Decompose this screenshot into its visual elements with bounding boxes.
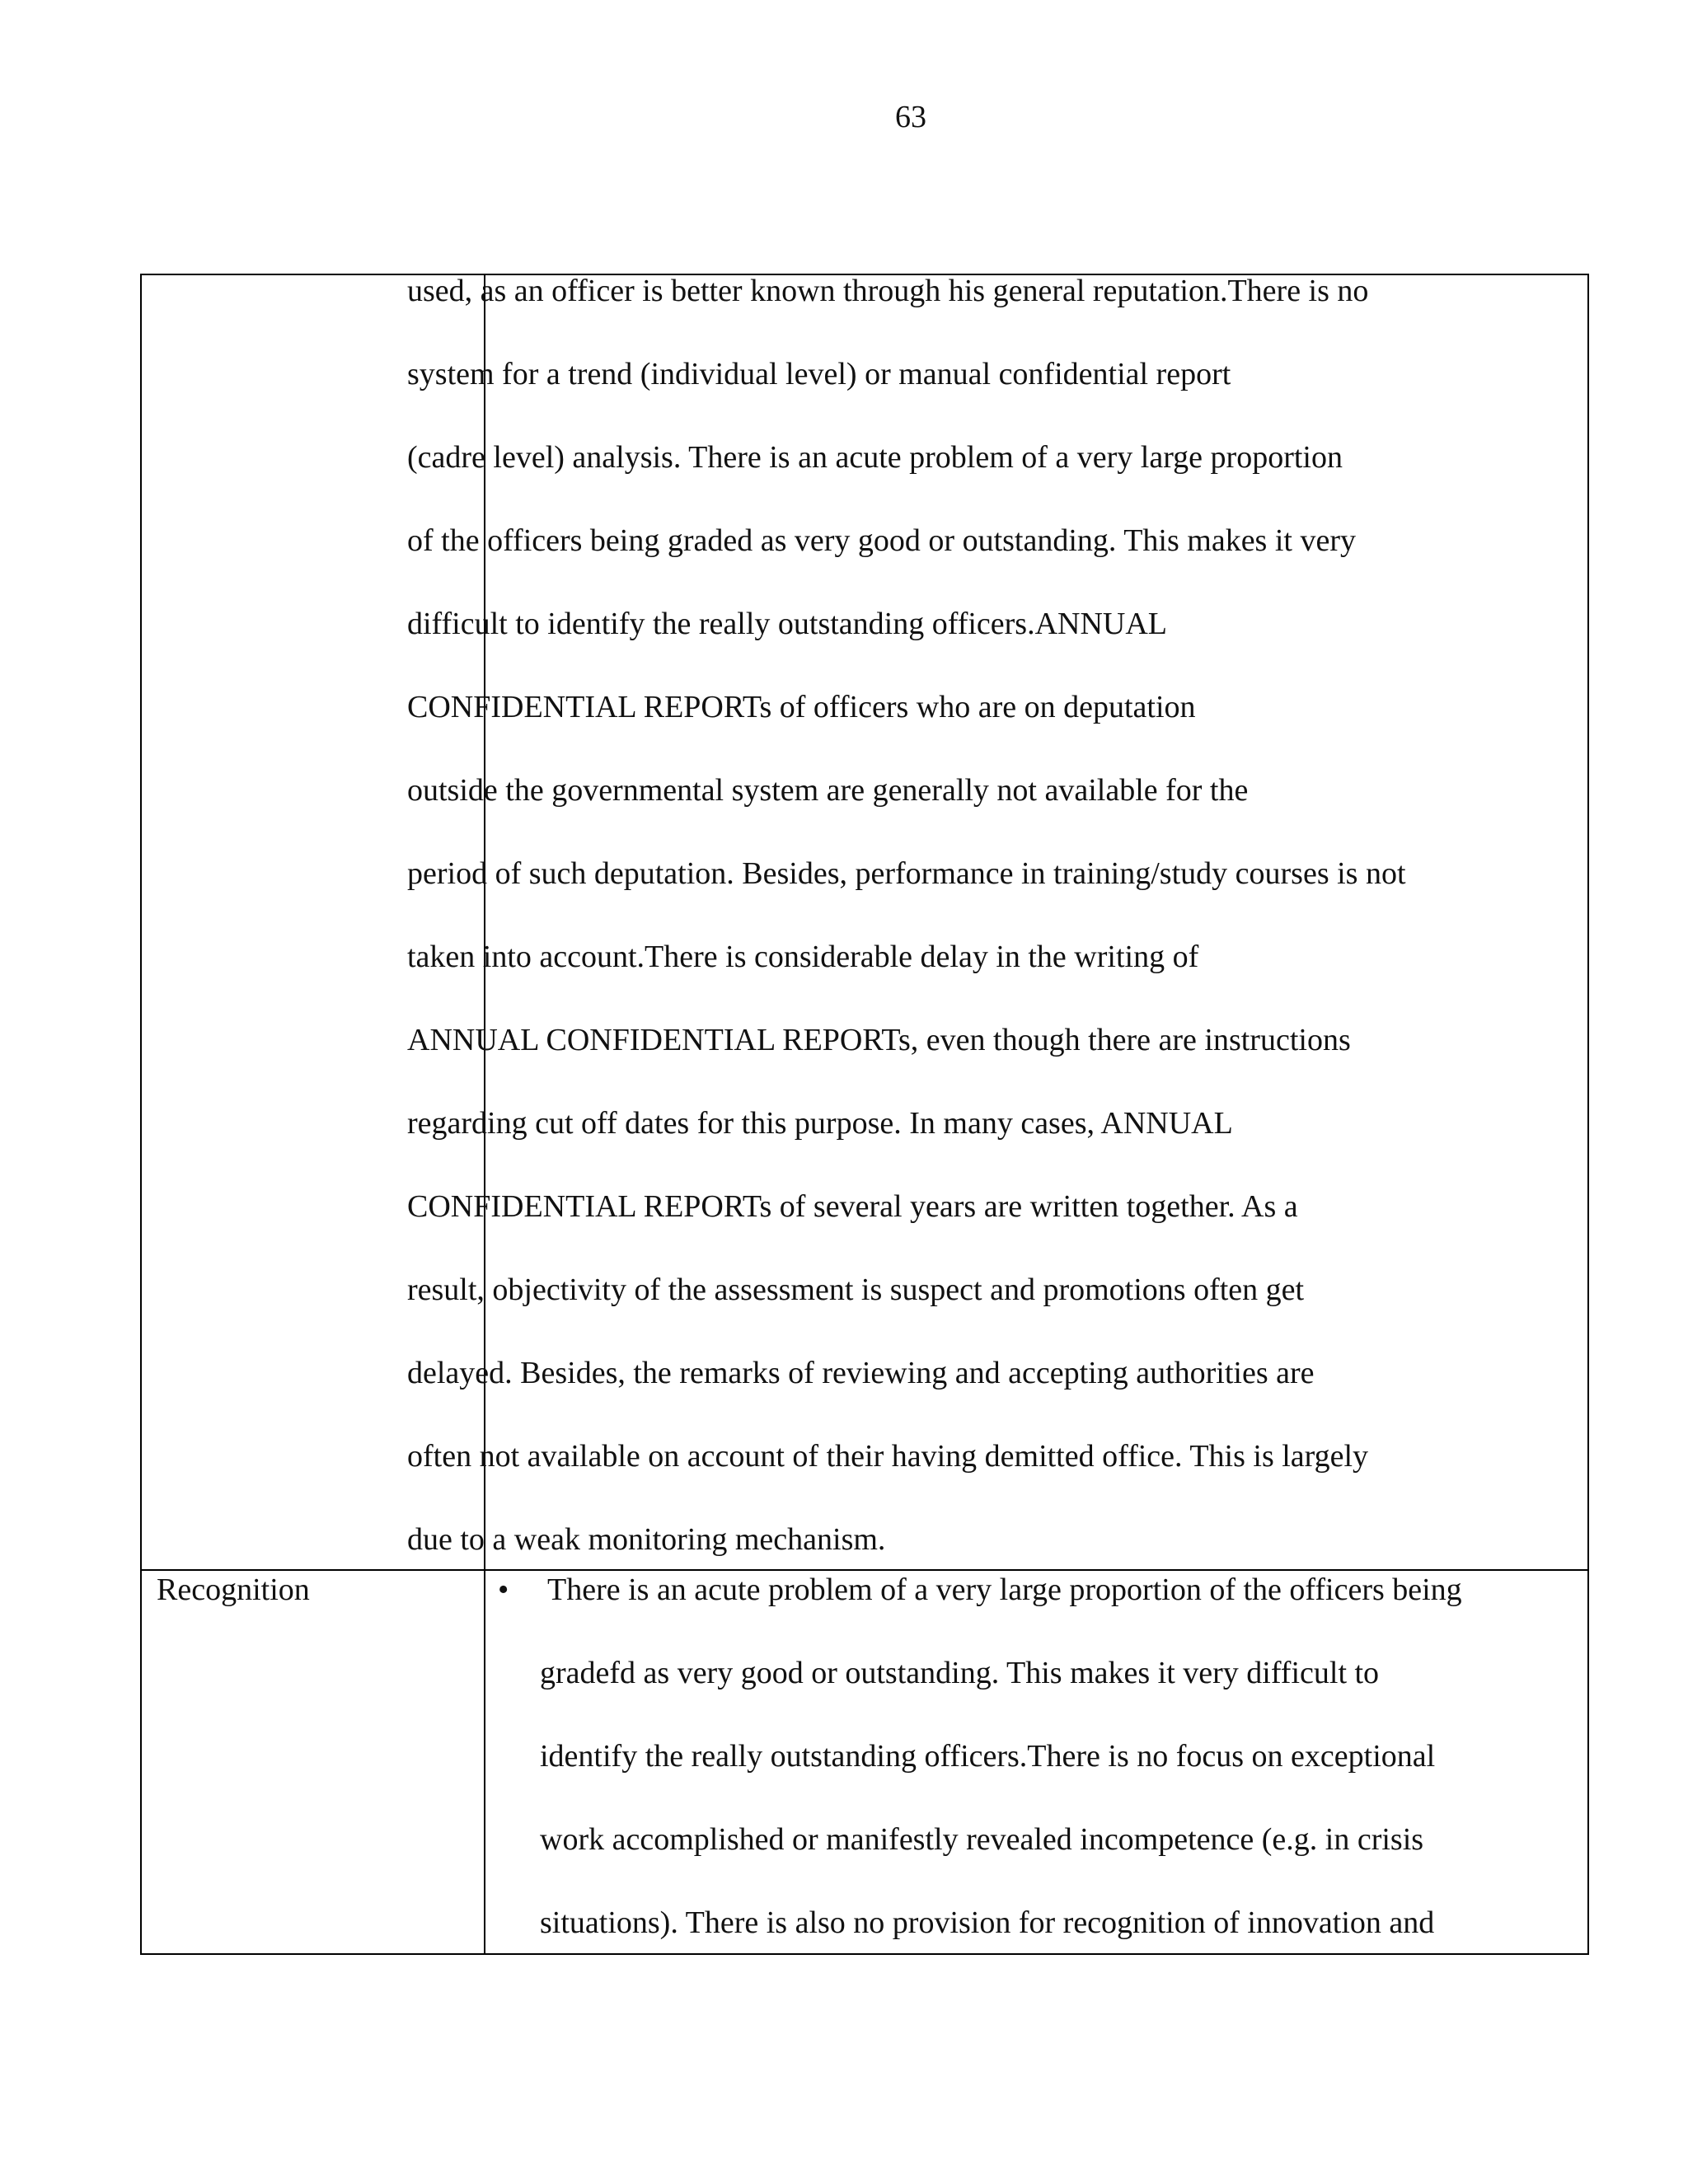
recognition-cell-text — [540, 1651, 1435, 1984]
text-line: CONFIDENTIAL REPORTs of officers who are on deputation — [407, 690, 1196, 724]
text-line: of the officers being graded as very good or outstanding. This makes it very — [407, 523, 1356, 558]
text-line: CONFIDENTIAL REPORTs of several years are written together. As a — [407, 1189, 1298, 1224]
text-line: difficult to identify the really outstanding officers.ANNUAL — [407, 607, 1168, 641]
text-line: outside the governmental system are generally not available for the — [407, 773, 1249, 808]
text-line: system for a trend (individual level) or manual confidential report — [407, 357, 1231, 391]
text-line: identify the really outstanding officers.There is no focus on exceptional — [540, 1739, 1436, 1774]
text-line: ANNUAL CONFIDENTIAL REPORTs, even though there are instructions — [407, 1023, 1351, 1057]
bullet-icon: • — [498, 1572, 509, 1607]
text-line: used, as an officer is better known through his general reputation.There is no — [407, 274, 1369, 308]
text-line: There is an acute problem of a very large proportion of the officers being — [547, 1572, 1462, 1607]
text-line: work accomplished or manifestly revealed incompetence (e.g. in crisis — [540, 1822, 1424, 1857]
text-line: regarding cut off dates for this purpose. In many cases, ANNUAL — [407, 1106, 1233, 1141]
continuation-cell-text — [407, 269, 1406, 1601]
recognition-first-line — [547, 1568, 1462, 1651]
text-line: (cadre level) analysis. There is an acute problem of a very large proportion — [407, 440, 1343, 475]
text-line: taken into account.There is considerable delay in the writing of — [407, 940, 1199, 974]
text-line: period of such deputation. Besides, performance in training/study courses is not — [407, 856, 1406, 891]
recognition-label: Recognition — [157, 1572, 310, 1607]
text-line: delayed. Besides, the remarks of reviewing and accepting authorities are — [407, 1356, 1315, 1390]
text-line: situations). There is also no provision for recognition of innovation and — [540, 1905, 1435, 1940]
text-line: due to a weak monitoring mechanism. — [407, 1522, 886, 1557]
text-line: often not available on account of their having demitted office. This is largely — [407, 1439, 1369, 1474]
text-line: gradefd as very good or outstanding. This makes it very difficult to — [540, 1656, 1380, 1690]
column-divider — [484, 1569, 485, 1955]
page-number: 63 — [895, 100, 926, 134]
text-line: result, objectivity of the assessment is suspect and promotions often get — [407, 1272, 1305, 1307]
